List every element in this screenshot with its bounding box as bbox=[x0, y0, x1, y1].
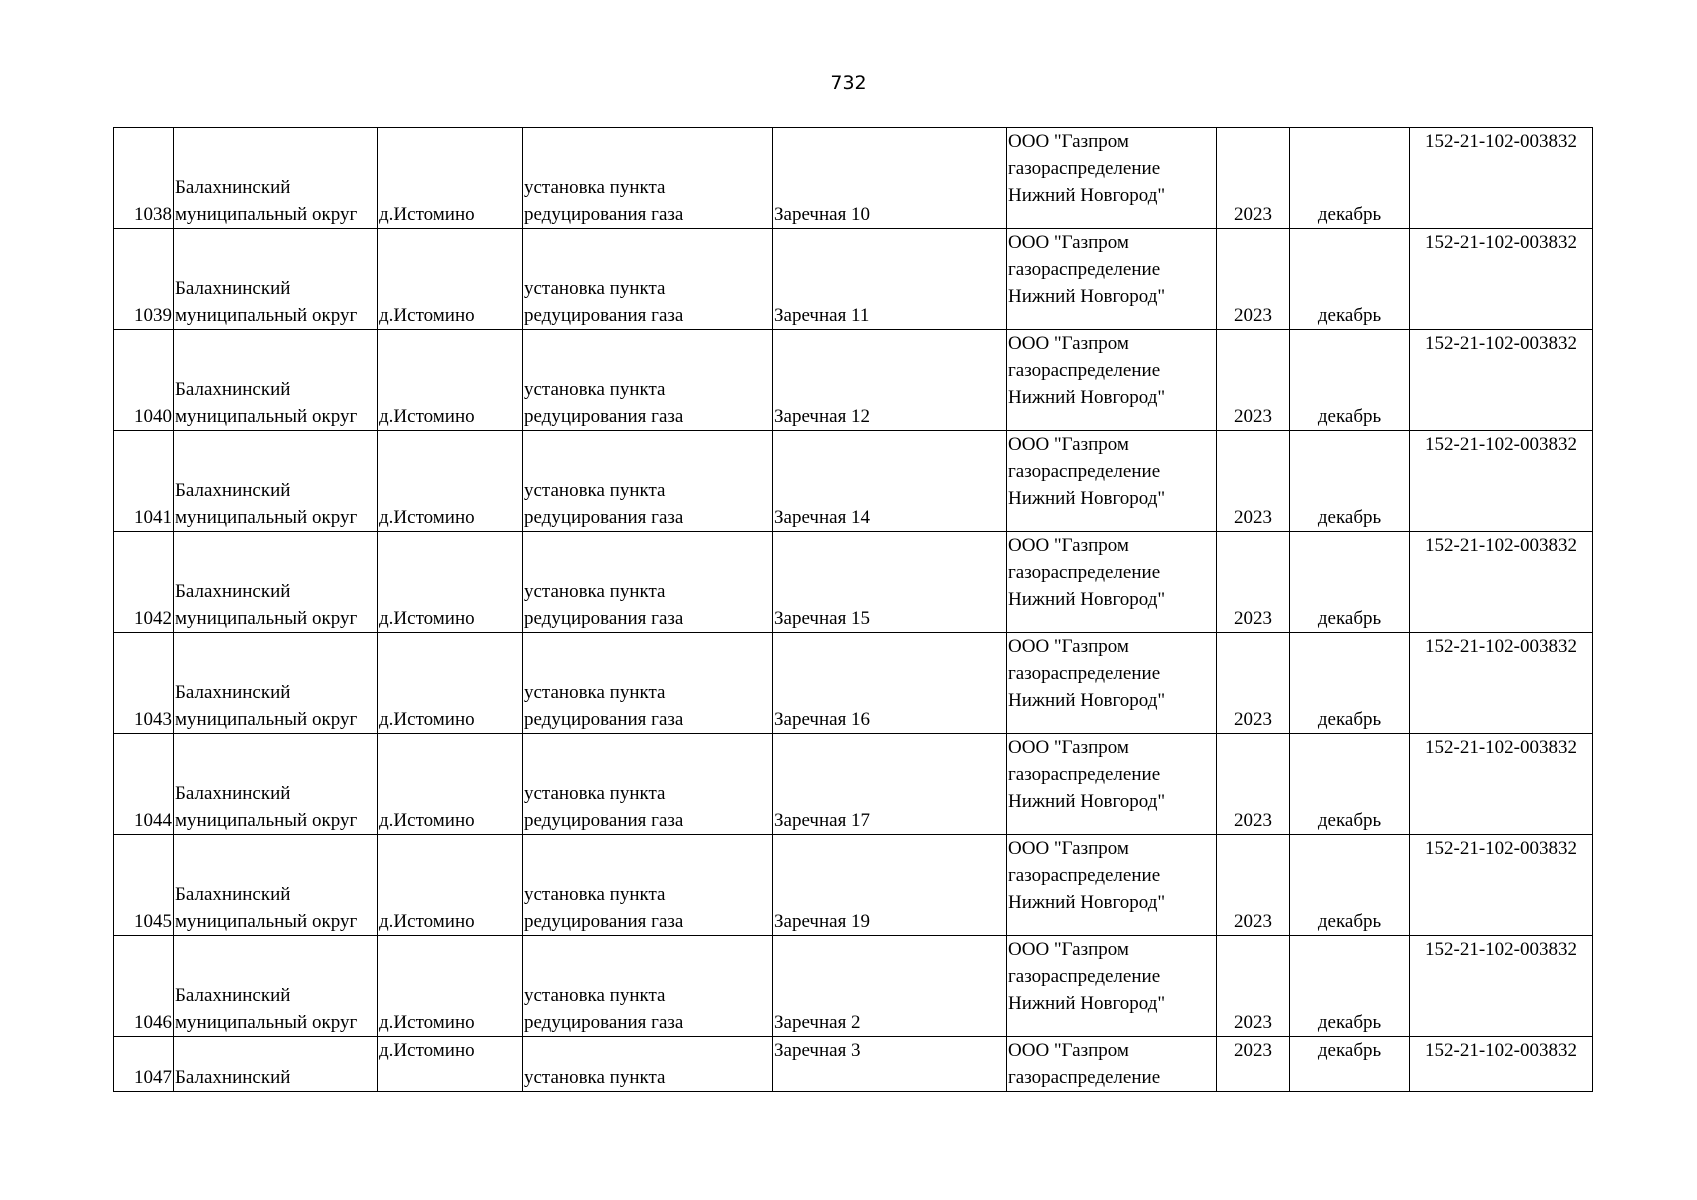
month-cell bbox=[1290, 633, 1410, 734]
row-number-cell bbox=[114, 532, 174, 633]
district-line: муниципальный округ bbox=[175, 608, 358, 629]
code-cell bbox=[1410, 431, 1593, 532]
work-cell bbox=[523, 330, 773, 431]
table-body bbox=[114, 128, 1593, 1092]
organization-line: ООО "Газпром bbox=[1008, 535, 1129, 556]
row-number-cell bbox=[114, 633, 174, 734]
organization-line: ООО "Газпром bbox=[1008, 737, 1129, 758]
year: 2023 bbox=[1234, 507, 1272, 528]
organization-cell bbox=[1007, 532, 1217, 633]
district-line: Балахнинский bbox=[175, 884, 291, 905]
village: д.Истомино bbox=[379, 305, 475, 326]
organization-cell bbox=[1007, 1037, 1217, 1092]
year: 2023 bbox=[1234, 406, 1272, 427]
district-line: муниципальный округ bbox=[175, 406, 358, 427]
row-number: 1044 bbox=[134, 810, 172, 831]
village-cell bbox=[378, 835, 523, 936]
work-line: редуцирования газа bbox=[524, 810, 684, 831]
registry-code: 152-21-102-003832 bbox=[1425, 333, 1577, 354]
street-address: Заречная 3 bbox=[774, 1040, 861, 1061]
year: 2023 bbox=[1234, 810, 1272, 831]
registry-code: 152-21-102-003832 bbox=[1425, 1040, 1577, 1061]
organization-line: ООО "Газпром bbox=[1008, 939, 1129, 960]
street-cell bbox=[773, 936, 1007, 1037]
month-cell bbox=[1290, 330, 1410, 431]
work-line: установка пункта bbox=[524, 581, 666, 602]
work-cell bbox=[523, 936, 773, 1037]
village-cell bbox=[378, 633, 523, 734]
village: д.Истомино bbox=[379, 709, 475, 730]
street-cell bbox=[773, 835, 1007, 936]
table-row bbox=[114, 835, 1593, 936]
village-cell bbox=[378, 734, 523, 835]
village: д.Истомино bbox=[379, 507, 475, 528]
organization-line: газораспределение bbox=[1008, 966, 1161, 987]
organization-line: Нижний Новгород" bbox=[1008, 488, 1166, 509]
work-cell bbox=[523, 734, 773, 835]
row-number: 1046 bbox=[134, 1012, 172, 1033]
street-cell bbox=[773, 330, 1007, 431]
registry-code: 152-21-102-003832 bbox=[1425, 737, 1577, 758]
work-line: редуцирования газа bbox=[524, 1012, 684, 1033]
organization-line: газораспределение bbox=[1008, 360, 1161, 381]
organization-cell bbox=[1007, 734, 1217, 835]
district-cell bbox=[174, 835, 378, 936]
table-row bbox=[114, 128, 1593, 229]
month: декабрь bbox=[1317, 810, 1382, 831]
table-row bbox=[114, 229, 1593, 330]
month-cell bbox=[1290, 532, 1410, 633]
organization-line: газораспределение bbox=[1008, 663, 1161, 684]
street-cell bbox=[773, 128, 1007, 229]
district-line: муниципальный округ bbox=[175, 709, 358, 730]
work-line: редуцирования газа bbox=[524, 608, 684, 629]
district-cell bbox=[174, 532, 378, 633]
district-line: муниципальный округ bbox=[175, 305, 358, 326]
month: декабрь bbox=[1317, 709, 1382, 730]
district-cell bbox=[174, 128, 378, 229]
work-line: редуцирования газа bbox=[524, 507, 684, 528]
table-row bbox=[114, 532, 1593, 633]
organization-line: Нижний Новгород" bbox=[1008, 185, 1166, 206]
village: д.Истомино bbox=[379, 204, 475, 225]
registry-code: 152-21-102-003832 bbox=[1425, 838, 1577, 859]
street-address: Заречная 2 bbox=[774, 1012, 861, 1033]
row-number: 1043 bbox=[134, 709, 172, 730]
year: 2023 bbox=[1234, 709, 1272, 730]
district-line: Балахнинский bbox=[175, 682, 291, 703]
organization-line: газораспределение bbox=[1008, 865, 1161, 886]
street-cell bbox=[773, 532, 1007, 633]
street-address: Заречная 16 bbox=[774, 709, 871, 730]
year: 2023 bbox=[1234, 305, 1272, 326]
month: декабрь bbox=[1317, 911, 1382, 932]
year-cell bbox=[1217, 1037, 1290, 1092]
code-cell bbox=[1410, 633, 1593, 734]
work-line: редуцирования газа bbox=[524, 709, 684, 730]
street-cell bbox=[773, 1037, 1007, 1092]
table-row bbox=[114, 734, 1593, 835]
street-address: Заречная 12 bbox=[774, 406, 871, 427]
row-number-cell bbox=[114, 734, 174, 835]
organization-cell bbox=[1007, 633, 1217, 734]
row-number-cell bbox=[114, 431, 174, 532]
row-number-cell bbox=[114, 1037, 174, 1092]
row-number: 1045 bbox=[134, 911, 172, 932]
organization-line: газораспределение bbox=[1008, 259, 1161, 280]
row-number-cell bbox=[114, 936, 174, 1037]
year: 2023 bbox=[1234, 911, 1272, 932]
year-cell bbox=[1217, 936, 1290, 1037]
year: 2023 bbox=[1234, 1012, 1272, 1033]
row-number: 1041 bbox=[134, 507, 172, 528]
month: декабрь bbox=[1317, 1040, 1382, 1061]
work-line: редуцирования газа bbox=[524, 911, 684, 932]
organization-cell bbox=[1007, 229, 1217, 330]
district-cell bbox=[174, 431, 378, 532]
month-cell bbox=[1290, 229, 1410, 330]
row-number: 1040 bbox=[134, 406, 172, 427]
month: декабрь bbox=[1317, 1012, 1382, 1033]
street-address: Заречная 11 bbox=[774, 305, 870, 326]
street-address: Заречная 19 bbox=[774, 911, 871, 932]
month: декабрь bbox=[1317, 608, 1382, 629]
month-cell bbox=[1290, 431, 1410, 532]
street-address: Заречная 17 bbox=[774, 810, 871, 831]
year-cell bbox=[1217, 532, 1290, 633]
month: декабрь bbox=[1317, 305, 1382, 326]
work-line: установка пункта bbox=[524, 682, 666, 703]
code-cell bbox=[1410, 1037, 1593, 1092]
village-cell bbox=[378, 532, 523, 633]
village: д.Истомино bbox=[379, 1040, 475, 1061]
district-line: Балахнинский bbox=[175, 1067, 291, 1088]
row-number-cell bbox=[114, 330, 174, 431]
organization-line: Нижний Новгород" bbox=[1008, 286, 1166, 307]
row-number: 1038 bbox=[134, 204, 172, 225]
organization-line: газораспределение bbox=[1008, 461, 1161, 482]
organization-line: газораспределение bbox=[1008, 764, 1161, 785]
organization-line: газораспределение bbox=[1008, 562, 1161, 583]
village: д.Истомино bbox=[379, 608, 475, 629]
district-cell bbox=[174, 936, 378, 1037]
village-cell bbox=[378, 128, 523, 229]
organization-line: Нижний Новгород" bbox=[1008, 993, 1166, 1014]
street-cell bbox=[773, 229, 1007, 330]
organization-line: Нижний Новгород" bbox=[1008, 892, 1166, 913]
village-cell bbox=[378, 1037, 523, 1092]
year-cell bbox=[1217, 330, 1290, 431]
village-cell bbox=[378, 431, 523, 532]
year-cell bbox=[1217, 229, 1290, 330]
year-cell bbox=[1217, 633, 1290, 734]
village-cell bbox=[378, 936, 523, 1037]
year: 2023 bbox=[1234, 204, 1272, 225]
table-row bbox=[114, 1037, 1593, 1092]
table-row bbox=[114, 431, 1593, 532]
organization-line: газораспределение bbox=[1008, 1067, 1161, 1088]
district-cell bbox=[174, 633, 378, 734]
village: д.Истомино bbox=[379, 911, 475, 932]
village: д.Истомино bbox=[379, 1012, 475, 1033]
organization-line: ООО "Газпром bbox=[1008, 838, 1129, 859]
work-cell bbox=[523, 633, 773, 734]
street-cell bbox=[773, 633, 1007, 734]
street-address: Заречная 14 bbox=[774, 507, 871, 528]
year-cell bbox=[1217, 734, 1290, 835]
organization-cell bbox=[1007, 835, 1217, 936]
organization-line: Нижний Новгород" bbox=[1008, 791, 1166, 812]
work-cell bbox=[523, 128, 773, 229]
row-number-cell bbox=[114, 128, 174, 229]
code-cell bbox=[1410, 835, 1593, 936]
street-address: Заречная 10 bbox=[774, 204, 871, 225]
work-line: установка пункта bbox=[524, 884, 666, 905]
work-cell bbox=[523, 229, 773, 330]
district-line: Балахнинский bbox=[175, 379, 291, 400]
year-cell bbox=[1217, 835, 1290, 936]
district-line: Балахнинский bbox=[175, 480, 291, 501]
registry-table bbox=[113, 127, 1593, 1092]
month-cell bbox=[1290, 835, 1410, 936]
district-line: муниципальный округ bbox=[175, 1012, 358, 1033]
work-line: установка пункта bbox=[524, 480, 666, 501]
month: декабрь bbox=[1317, 507, 1382, 528]
work-line: установка пункта bbox=[524, 278, 666, 299]
work-cell bbox=[523, 532, 773, 633]
district-line: муниципальный округ bbox=[175, 507, 358, 528]
street-address: Заречная 15 bbox=[774, 608, 871, 629]
district-line: Балахнинский bbox=[175, 581, 291, 602]
registry-code: 152-21-102-003832 bbox=[1425, 434, 1577, 455]
work-line: установка пункта bbox=[524, 985, 666, 1006]
code-cell bbox=[1410, 128, 1593, 229]
registry-code: 152-21-102-003832 bbox=[1425, 131, 1577, 152]
organization-line: ООО "Газпром bbox=[1008, 636, 1129, 657]
registry-code: 152-21-102-003832 bbox=[1425, 232, 1577, 253]
organization-line: Нижний Новгород" bbox=[1008, 589, 1166, 610]
table-row bbox=[114, 936, 1593, 1037]
district-line: Балахнинский bbox=[175, 278, 291, 299]
district-line: Балахнинский bbox=[175, 985, 291, 1006]
street-cell bbox=[773, 734, 1007, 835]
work-line: редуцирования газа bbox=[524, 305, 684, 326]
work-line: установка пункта bbox=[524, 1067, 666, 1088]
work-line: редуцирования газа bbox=[524, 204, 684, 225]
district-line: Балахнинский bbox=[175, 177, 291, 198]
registry-code: 152-21-102-003832 bbox=[1425, 636, 1577, 657]
year: 2023 bbox=[1234, 1040, 1272, 1061]
month: декабрь bbox=[1317, 406, 1382, 427]
row-number: 1039 bbox=[134, 305, 172, 326]
row-number-cell bbox=[114, 229, 174, 330]
village: д.Истомино bbox=[379, 406, 475, 427]
year-cell bbox=[1217, 431, 1290, 532]
organization-cell bbox=[1007, 128, 1217, 229]
district-cell bbox=[174, 330, 378, 431]
district-cell bbox=[174, 229, 378, 330]
village-cell bbox=[378, 229, 523, 330]
organization-cell bbox=[1007, 330, 1217, 431]
month-cell bbox=[1290, 936, 1410, 1037]
organization-line: Нижний Новгород" bbox=[1008, 387, 1166, 408]
organization-line: ООО "Газпром bbox=[1008, 1040, 1129, 1061]
work-line: установка пункта bbox=[524, 379, 666, 400]
table-row bbox=[114, 633, 1593, 734]
work-line: установка пункта bbox=[524, 177, 666, 198]
month: декабрь bbox=[1317, 204, 1382, 225]
registry-code: 152-21-102-003832 bbox=[1425, 535, 1577, 556]
registry-code: 152-21-102-003832 bbox=[1425, 939, 1577, 960]
code-cell bbox=[1410, 229, 1593, 330]
organization-line: ООО "Газпром bbox=[1008, 131, 1129, 152]
organization-line: ООО "Газпром bbox=[1008, 434, 1129, 455]
organization-line: ООО "Газпром bbox=[1008, 333, 1129, 354]
year: 2023 bbox=[1234, 608, 1272, 629]
district-line: муниципальный округ bbox=[175, 911, 358, 932]
district-cell bbox=[174, 734, 378, 835]
code-cell bbox=[1410, 330, 1593, 431]
organization-cell bbox=[1007, 936, 1217, 1037]
district-line: Балахнинский bbox=[175, 783, 291, 804]
year-cell bbox=[1217, 128, 1290, 229]
month-cell bbox=[1290, 734, 1410, 835]
month-cell bbox=[1290, 1037, 1410, 1092]
code-cell bbox=[1410, 532, 1593, 633]
organization-line: газораспределение bbox=[1008, 158, 1161, 179]
village-cell bbox=[378, 330, 523, 431]
row-number-cell bbox=[114, 835, 174, 936]
organization-line: ООО "Газпром bbox=[1008, 232, 1129, 253]
organization-cell bbox=[1007, 431, 1217, 532]
code-cell bbox=[1410, 936, 1593, 1037]
organization-line: Нижний Новгород" bbox=[1008, 690, 1166, 711]
district-line: муниципальный округ bbox=[175, 204, 358, 225]
page-number: 732 bbox=[830, 72, 867, 94]
district-cell bbox=[174, 1037, 378, 1092]
work-line: редуцирования газа bbox=[524, 406, 684, 427]
street-cell bbox=[773, 431, 1007, 532]
village: д.Истомино bbox=[379, 810, 475, 831]
row-number: 1042 bbox=[134, 608, 172, 629]
work-cell bbox=[523, 1037, 773, 1092]
work-cell bbox=[523, 431, 773, 532]
month-cell bbox=[1290, 128, 1410, 229]
row-number: 1047 bbox=[134, 1067, 172, 1088]
work-line: установка пункта bbox=[524, 783, 666, 804]
code-cell bbox=[1410, 734, 1593, 835]
work-cell bbox=[523, 835, 773, 936]
district-line: муниципальный округ bbox=[175, 810, 358, 831]
table-row bbox=[114, 330, 1593, 431]
